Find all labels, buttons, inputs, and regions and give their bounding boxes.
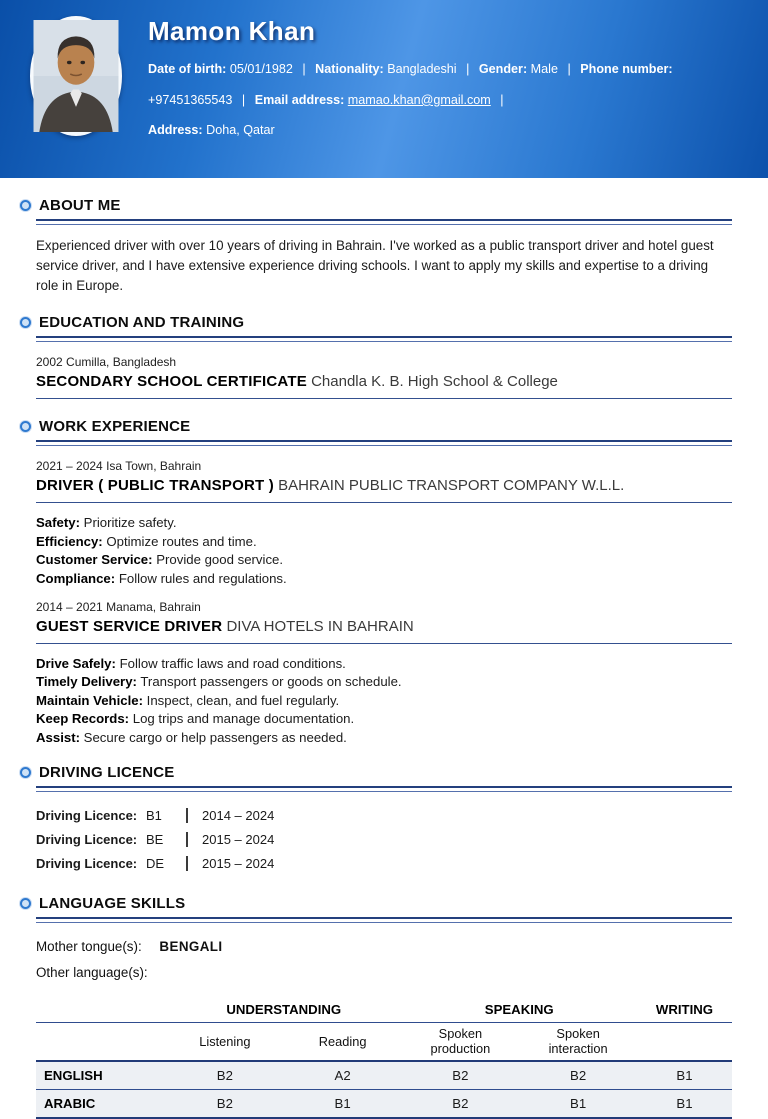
- section-bullet-icon: [20, 200, 31, 211]
- duty-item: [36, 534, 732, 549]
- level-cell: B2: [216, 1067, 233, 1083]
- duty-text: Log trips and manage documentation.: [132, 711, 355, 727]
- section-rule: [36, 336, 732, 342]
- level-cell: B1: [570, 1095, 587, 1111]
- section-driving-licence: [36, 764, 732, 876]
- duty-text: Provide good service.: [156, 552, 284, 568]
- section-rule: [36, 440, 732, 446]
- duty-text: Prioritize safety.: [83, 515, 177, 531]
- entry-divider: [36, 398, 732, 399]
- level-cell: B1: [676, 1095, 693, 1111]
- licence-label: Driving Licence:: [36, 856, 138, 872]
- listening-header: Listening: [199, 1033, 251, 1049]
- duty-label: Efficiency:: [36, 533, 103, 549]
- separator: |: [500, 92, 504, 107]
- duty-label: Timely Delivery:: [36, 674, 137, 690]
- job-company: DIVA HOTELS IN BAHRAIN: [226, 617, 414, 635]
- personal-info-line-1: [148, 62, 752, 78]
- level-cell: B2: [570, 1067, 587, 1083]
- duty-text: Follow rules and regulations.: [118, 570, 287, 586]
- job-company: BAHRAIN PUBLIC TRANSPORT COMPANY W.L.L.: [278, 477, 625, 495]
- education-qualification: SECONDARY SCHOOL CERTIFICATE: [36, 373, 307, 391]
- section-rule: [36, 786, 732, 792]
- mother-tongue-line: [36, 939, 732, 954]
- phone-label: Phone number:: [580, 62, 673, 76]
- duty-item: [36, 730, 732, 745]
- duty-item: [36, 674, 732, 689]
- job-entry-1: [36, 459, 732, 586]
- licence-label: Driving Licence:: [36, 832, 138, 848]
- level-cell: B2: [216, 1095, 233, 1111]
- cv-body: [0, 197, 768, 1119]
- job-duties: [36, 656, 732, 745]
- section-language-skills: [36, 895, 732, 1119]
- licence-period: 2014 – 2024: [202, 808, 275, 824]
- job-date-location: 2014 – 2021 Manama, Bahrain: [36, 599, 201, 614]
- address-value: Doha, Qatar: [206, 123, 275, 138]
- duty-item: [36, 711, 732, 726]
- job-title-line: [36, 477, 732, 494]
- section-rule: [36, 917, 732, 923]
- duty-item: [36, 571, 732, 586]
- job-role: GUEST SERVICE DRIVER: [36, 617, 223, 635]
- email-link[interactable]: mamao.khan@gmail.com: [347, 92, 491, 107]
- table-group-header-row: [36, 997, 732, 1022]
- entry-divider: [36, 502, 732, 503]
- section-header-work: [20, 418, 732, 435]
- education-date-location: 2002 Cumilla, Bangladesh: [36, 355, 177, 370]
- table-sub-header-row: [36, 1023, 732, 1060]
- section-bullet-icon: [20, 767, 31, 778]
- section-rule: [36, 219, 732, 225]
- section-bullet-icon: [20, 898, 31, 909]
- level-cell: B1: [676, 1067, 693, 1083]
- about-text: Experienced driver with over 10 years of driving in Bahrain. I've worked as a public transport driver and hotel guest service driver, and I have extensive experience driving schools. I want to apply my skills and expertise to a driving role in Europe.: [36, 238, 714, 293]
- section-title-driving-licence: DRIVING LICENCE: [39, 763, 175, 781]
- separator: |: [466, 62, 470, 76]
- duty-label: Assist:: [36, 729, 80, 745]
- language-row-arabic: [36, 1090, 732, 1117]
- level-cell: A2: [334, 1067, 351, 1083]
- licence-category: BE: [146, 832, 164, 848]
- section-title-about: ABOUT ME: [39, 197, 121, 214]
- phone-value: +97451365543: [148, 92, 233, 107]
- mother-tongue-label: Mother tongue(s):: [36, 938, 142, 954]
- personal-info-line-3: [148, 123, 752, 139]
- licence-period: 2015 – 2024: [202, 832, 275, 848]
- spoken-production-header: Spoken production: [430, 1025, 491, 1057]
- duty-label: Drive Safely:: [36, 655, 116, 671]
- separator: |: [302, 62, 306, 76]
- section-title-language-skills: LANGUAGE SKILLS: [39, 894, 186, 912]
- duty-text: Secure cargo or help passengers as needed.: [83, 729, 347, 745]
- reading-header: Reading: [318, 1033, 367, 1049]
- section-about: [36, 197, 732, 295]
- dob-value: 05/01/1982: [229, 62, 293, 76]
- licence-label: Driving Licence:: [36, 808, 138, 824]
- section-header-driving-licence: [20, 764, 732, 781]
- other-languages-label: Other language(s):: [36, 964, 148, 980]
- section-header-about: [20, 197, 732, 214]
- licence-category: DE: [146, 856, 165, 872]
- profile-photo: [30, 16, 122, 136]
- address-label: Address:: [148, 123, 203, 138]
- divider-bar: [186, 808, 188, 823]
- section-title-education: EDUCATION AND TRAINING: [39, 314, 245, 332]
- dob-label: Date of birth:: [148, 62, 227, 76]
- email-label: Email address:: [254, 92, 345, 107]
- duty-item: [36, 656, 732, 671]
- nationality-value: Bangladeshi: [387, 62, 457, 76]
- section-header-education: [20, 314, 732, 331]
- job-entry-2: [36, 600, 732, 745]
- job-title-line: [36, 618, 732, 635]
- driving-licence-rows: [36, 804, 732, 876]
- language-row-english: [36, 1062, 732, 1089]
- spoken-interaction-header: Spoken interaction: [548, 1025, 608, 1057]
- driving-licence-row: [36, 804, 732, 828]
- duty-text: Inspect, clean, and fuel regularly.: [146, 692, 340, 708]
- gender-value: Male: [530, 62, 558, 76]
- separator: |: [567, 62, 571, 76]
- divider-bar: [186, 856, 188, 871]
- nationality-label: Nationality:: [315, 62, 384, 76]
- header-text: [148, 16, 752, 139]
- language-name: ARABIC: [44, 1095, 96, 1111]
- mother-tongue-value: BENGALI: [159, 938, 223, 954]
- duty-label: Customer Service:: [36, 552, 153, 568]
- duty-item: [36, 693, 732, 708]
- level-cell: B1: [334, 1095, 351, 1111]
- section-header-language-skills: [20, 895, 732, 912]
- section-work: [36, 418, 732, 745]
- person-portrait-icon: [34, 20, 118, 132]
- level-cell: B2: [452, 1067, 469, 1083]
- licence-period: 2015 – 2024: [202, 856, 275, 872]
- education-entry-title: [36, 373, 732, 390]
- section-bullet-icon: [20, 421, 31, 432]
- level-cell: B2: [452, 1095, 469, 1111]
- section-title-work: WORK EXPERIENCE: [39, 418, 191, 436]
- language-table: [36, 997, 732, 1119]
- entry-divider: [36, 643, 732, 644]
- personal-info-line-2: [148, 93, 752, 109]
- driving-licence-row: [36, 828, 732, 852]
- duty-label: Compliance:: [36, 570, 116, 586]
- licence-category: B1: [146, 808, 162, 824]
- duty-item: [36, 552, 732, 567]
- duty-text: Transport passengers or goods on schedule.: [140, 674, 402, 690]
- education-institution: Chandla K. B. High School & College: [311, 373, 558, 391]
- driving-licence-row: [36, 852, 732, 876]
- gender-label: Gender:: [478, 62, 528, 76]
- section-bullet-icon: [20, 317, 31, 328]
- header-banner: [0, 0, 768, 178]
- section-education: [36, 314, 732, 399]
- person-name: Mamon Khan: [148, 16, 316, 46]
- duty-text: Optimize routes and time.: [106, 533, 257, 549]
- separator: |: [241, 92, 246, 107]
- duty-text: Follow traffic laws and road conditions.: [119, 655, 346, 671]
- job-duties: [36, 515, 732, 586]
- speaking-header: SPEAKING: [484, 1001, 554, 1017]
- duty-label: Keep Records:: [36, 711, 130, 727]
- duty-label: Safety:: [36, 515, 80, 531]
- language-name: ENGLISH: [44, 1067, 103, 1083]
- divider-bar: [186, 832, 188, 847]
- job-role: DRIVER ( PUBLIC TRANSPORT ): [36, 477, 274, 495]
- duty-item: [36, 515, 732, 530]
- job-date-location: 2021 – 2024 Isa Town, Bahrain: [36, 459, 202, 474]
- understanding-header: UNDERSTANDING: [226, 1001, 342, 1017]
- writing-header: WRITING: [655, 1001, 714, 1017]
- duty-label: Maintain Vehicle:: [36, 692, 143, 708]
